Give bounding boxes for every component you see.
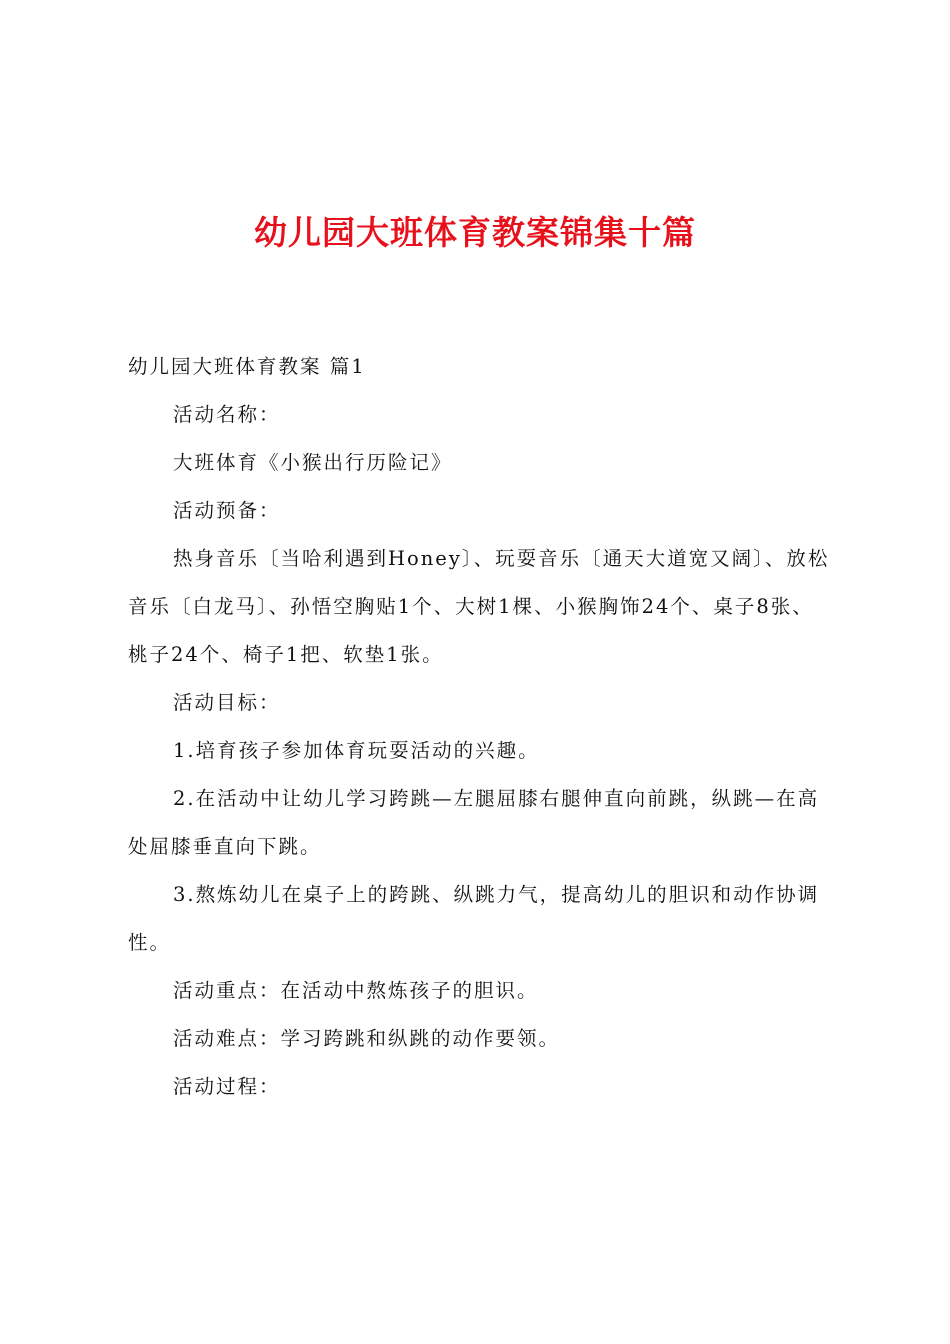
paragraph-difficulty: 活动难点：学习跨跳和纵跳的动作要领。 <box>173 1027 561 1050</box>
document-title: 幼儿园大班体育教案锦集十篇 <box>254 213 696 252</box>
paragraph-preparation-label: 活动预备： <box>173 499 281 522</box>
paragraph-key-point: 活动重点：在活动中熬炼孩子的胆识。 <box>173 979 539 1002</box>
paragraph-activity-name: 大班体育《小猴出行历险记》 <box>173 451 453 474</box>
paragraph-goal-1: 1.培育孩子参加体育玩耍活动的兴趣。 <box>173 739 540 762</box>
paragraph-goal-2: 2.在活动中让幼儿学习跨跳—左腿屈膝右腿伸直向前跳，纵跳—在高处屈膝垂直向下跳。 <box>128 787 820 858</box>
paragraph-preparation: 热身音乐〔当哈利遇到Honey〕、玩耍音乐〔通天大道宽又阔〕、放松音乐〔白龙马〕、孙悟空胸贴1个、大树1棵、小猴胸饰24个、桌子8张、桃子24个、椅子1把、软垫1张。 <box>128 547 830 666</box>
section-heading: 幼儿园大班体育教案 篇1 <box>128 355 366 378</box>
paragraph-goal-3: 3.熬炼幼儿在桌子上的跨跳、纵跳力气，提高幼儿的胆识和动作协调性。 <box>128 883 820 954</box>
document-body <box>128 343 832 1111</box>
paragraph-process-label: 活动过程： <box>173 1075 281 1098</box>
paragraph-goals-label: 活动目标： <box>173 691 281 714</box>
paragraph-activity-name-label: 活动名称： <box>173 403 281 426</box>
